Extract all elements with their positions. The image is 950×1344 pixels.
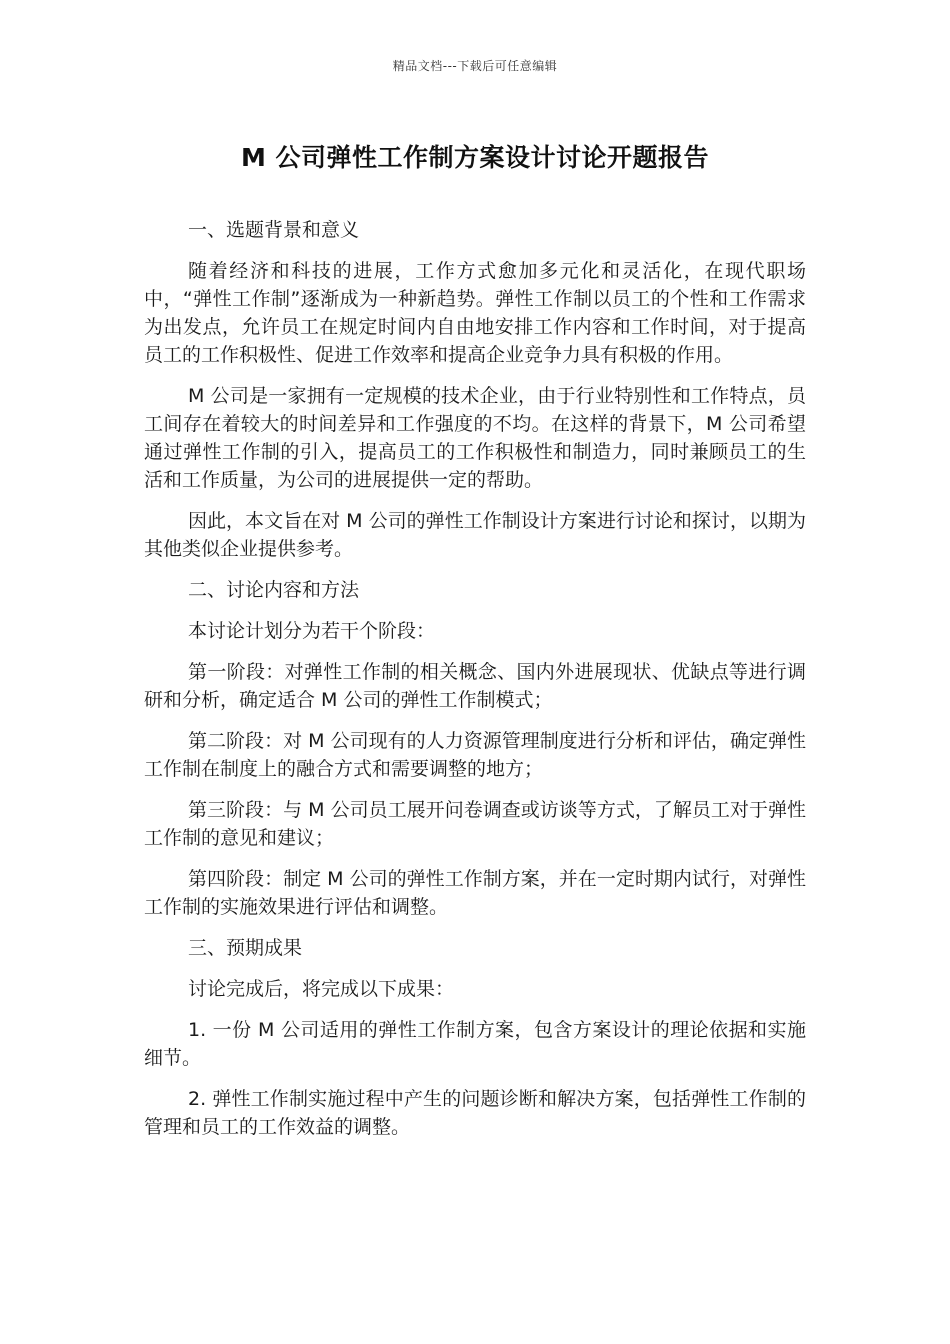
paragraph-stage-4: 第四阶段：制定 M 公司的弹性工作制方案，并在一定时期内试行，对弹性工作制的实施效果进行评估和调整。 <box>144 868 806 918</box>
paragraph-result-1: 1. 一份 M 公司适用的弹性工作制方案，包含方案设计的理论依据和实施细节。 <box>144 1019 806 1069</box>
page-header: 精品文档---下载后可任意编辑 <box>392 59 558 73</box>
section-heading-content-method: 二、讨论内容和方法 <box>188 579 360 601</box>
paragraph-result-2: 2. 弹性工作制实施过程中产生的问题诊断和解决方案，包括弹性工作制的管理和员工的工作效益的调整。 <box>144 1088 806 1138</box>
paragraph-background-3: 因此，本文旨在对 M 公司的弹性工作制设计方案进行讨论和探讨，以期为其他类似企业提供参考。 <box>144 510 806 560</box>
section-heading-background: 一、选题背景和意义 <box>188 219 360 241</box>
paragraph-background-2: M 公司是一家拥有一定规模的技术企业，由于行业特别性和工作特点，员工间存在着较大的时间差异和工作强度的不均。在这样的背景下，M 公司希望通过弹性工作制的引入，提高员工的工作积极性和制造力，同时兼顾员工的生活和工作质量，为公司的进展提供一定的帮助。 <box>144 385 806 491</box>
paragraph-plan-intro: 本讨论计划分为若干个阶段： <box>188 620 436 642</box>
document-body <box>144 216 806 1154</box>
paragraph-stage-3: 第三阶段：与 M 公司员工展开问卷调查或访谈等方式，了解员工对于弹性工作制的意见和建议； <box>144 799 806 849</box>
document-title: M 公司弹性工作制方案设计讨论开题报告 <box>240 143 710 172</box>
paragraph-results-intro: 讨论完成后，将完成以下成果： <box>188 978 455 1000</box>
paragraph-stage-2: 第二阶段：对 M 公司现有的人力资源管理制度进行分析和评估，确定弹性工作制在制度上的融合方式和需要调整的地方； <box>144 730 806 780</box>
paragraph-background-1: 随着经济和科技的进展，工作方式愈加多元化和灵活化，在现代职场中，“弹性工作制”逐渐成为一种新趋势。弹性工作制以员工的个性和工作需求为出发点，允许员工在规定时间内自由地安排工作内容和工作时间，对于提高员工的工作积极性、促进工作效率和提高企业竞争力具有积极的作用。 <box>144 260 806 366</box>
section-heading-expected-results: 三、预期成果 <box>188 937 303 959</box>
paragraph-stage-1: 第一阶段：对弹性工作制的相关概念、国内外进展现状、优缺点等进行调研和分析，确定适合 M 公司的弹性工作制模式； <box>144 661 806 711</box>
